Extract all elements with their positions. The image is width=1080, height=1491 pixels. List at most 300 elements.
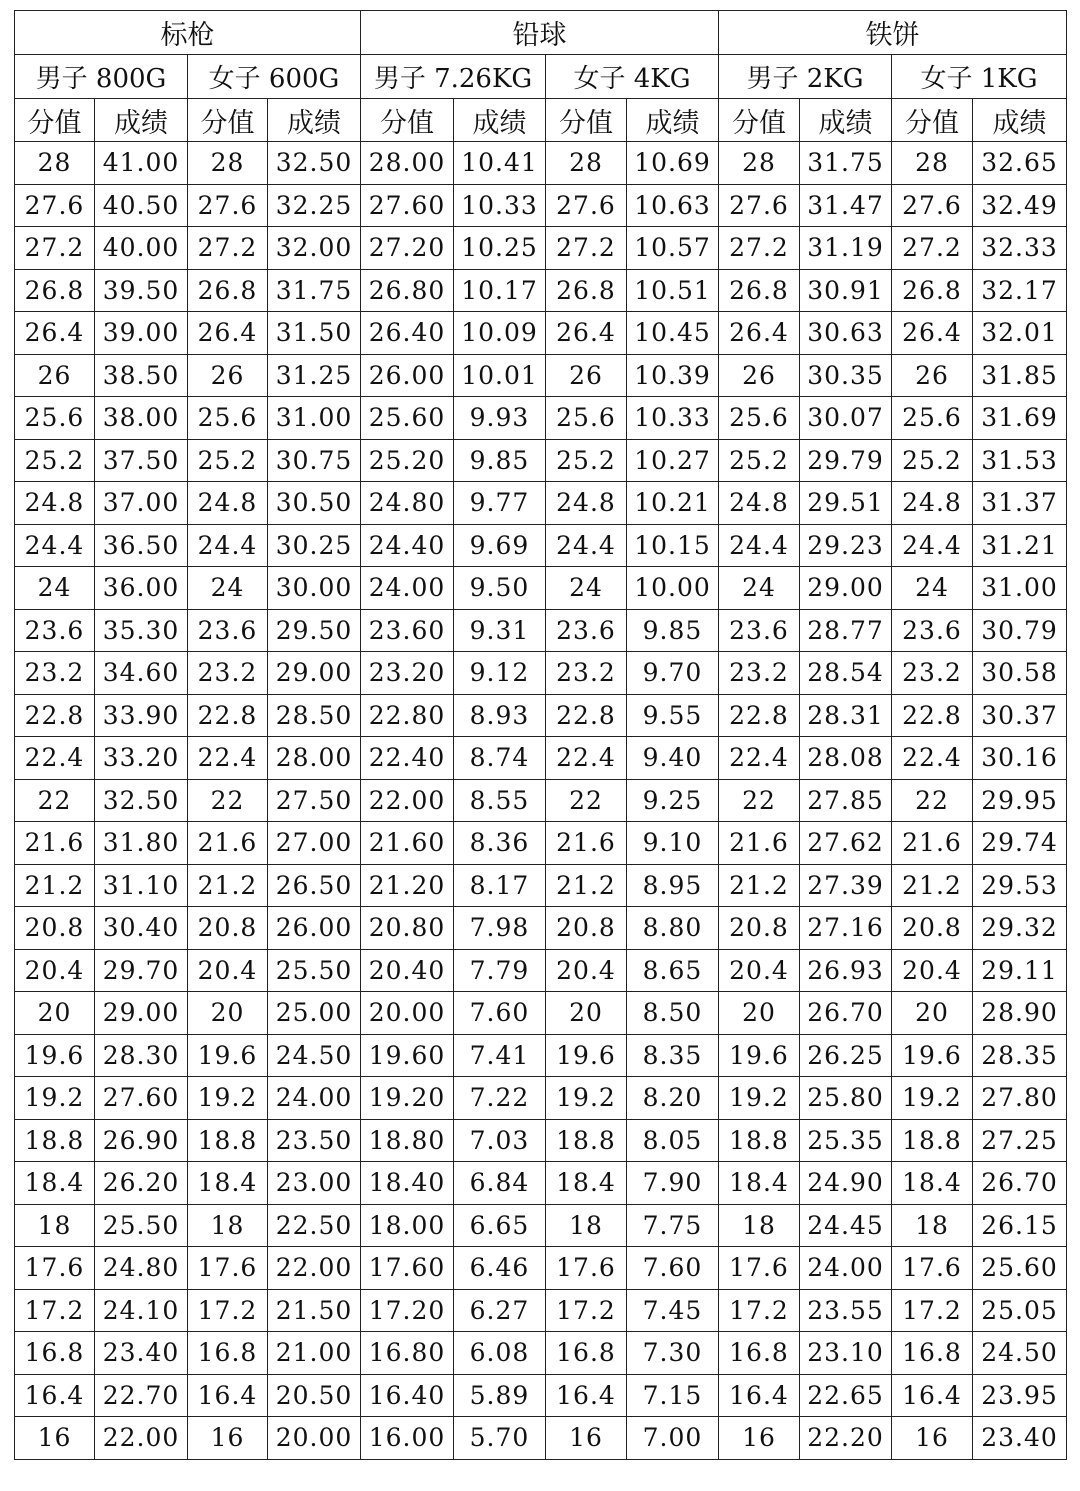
score-cell: 16.40 (361, 1374, 454, 1417)
result-cell: 7.00 (627, 1417, 719, 1460)
result-cell: 23.50 (268, 1119, 361, 1162)
event-header-row (15, 11, 1067, 55)
score-cell: 26.8 (188, 269, 268, 312)
score-cell: 21.20 (361, 864, 454, 907)
score-cell: 23.6 (546, 609, 627, 652)
score-cell: 26 (188, 354, 268, 397)
column-label-score: 分值 (188, 99, 268, 142)
result-cell: 26.20 (95, 1162, 188, 1205)
table-row (15, 949, 1067, 992)
result-cell: 7.90 (627, 1162, 719, 1205)
score-cell: 20.8 (15, 907, 95, 950)
score-cell: 27.6 (892, 184, 973, 227)
column-label-result: 成绩 (800, 99, 892, 142)
result-cell: 26.15 (973, 1204, 1067, 1247)
result-cell: 27.50 (268, 779, 361, 822)
table-row (15, 1417, 1067, 1460)
result-cell: 29.70 (95, 949, 188, 992)
table-row (15, 694, 1067, 737)
result-cell: 24.50 (973, 1332, 1067, 1375)
score-cell: 19.6 (546, 1034, 627, 1077)
score-cell: 24 (892, 567, 973, 610)
score-cell: 20.40 (361, 949, 454, 992)
score-cell: 20.4 (546, 949, 627, 992)
table-row (15, 439, 1067, 482)
column-label-result: 成绩 (454, 99, 546, 142)
score-cell: 26.00 (361, 354, 454, 397)
result-cell: 10.33 (627, 397, 719, 440)
score-cell: 19.20 (361, 1077, 454, 1120)
score-cell: 19.60 (361, 1034, 454, 1077)
score-cell: 17.6 (892, 1247, 973, 1290)
result-cell: 8.65 (627, 949, 719, 992)
table-row (15, 269, 1067, 312)
score-cell: 20.80 (361, 907, 454, 950)
result-cell: 30.79 (973, 609, 1067, 652)
result-cell: 6.08 (454, 1332, 546, 1375)
score-cell: 26.4 (719, 312, 800, 355)
score-cell: 26 (719, 354, 800, 397)
result-cell: 33.90 (95, 694, 188, 737)
score-cell: 26.8 (546, 269, 627, 312)
score-cell: 20.4 (15, 949, 95, 992)
result-cell: 8.35 (627, 1034, 719, 1077)
score-cell: 25.2 (719, 439, 800, 482)
result-cell: 7.60 (627, 1247, 719, 1290)
table-row (15, 1077, 1067, 1120)
result-cell: 7.15 (627, 1374, 719, 1417)
result-cell: 32.49 (973, 184, 1067, 227)
result-cell: 8.50 (627, 992, 719, 1035)
score-cell: 19.6 (892, 1034, 973, 1077)
throwing-score-table (14, 10, 1067, 1460)
score-cell: 18.8 (719, 1119, 800, 1162)
score-cell: 24 (719, 567, 800, 610)
column-label-result: 成绩 (95, 99, 188, 142)
table-row (15, 1162, 1067, 1205)
score-cell: 22.8 (892, 694, 973, 737)
score-cell: 19.2 (15, 1077, 95, 1120)
table-row (15, 1119, 1067, 1162)
table-row (15, 907, 1067, 950)
score-cell: 25.2 (188, 439, 268, 482)
result-cell: 30.50 (268, 482, 361, 525)
result-cell: 27.80 (973, 1077, 1067, 1120)
result-cell: 22.70 (95, 1374, 188, 1417)
score-cell: 17.2 (546, 1289, 627, 1332)
result-cell: 20.00 (268, 1417, 361, 1460)
score-cell: 20 (546, 992, 627, 1035)
score-cell: 23.6 (15, 609, 95, 652)
score-cell: 24.40 (361, 524, 454, 567)
result-cell: 35.30 (95, 609, 188, 652)
score-cell: 20.8 (719, 907, 800, 950)
score-cell: 16.4 (892, 1374, 973, 1417)
result-cell: 31.19 (800, 227, 892, 270)
result-cell: 10.41 (454, 142, 546, 185)
result-cell: 5.70 (454, 1417, 546, 1460)
table-row (15, 1289, 1067, 1332)
result-cell: 29.95 (973, 779, 1067, 822)
score-cell: 19.6 (188, 1034, 268, 1077)
table-row (15, 1034, 1067, 1077)
score-cell: 20 (188, 992, 268, 1035)
result-cell: 28.00 (268, 737, 361, 780)
result-cell: 7.60 (454, 992, 546, 1035)
score-cell: 18.8 (892, 1119, 973, 1162)
score-cell: 20.4 (892, 949, 973, 992)
table-row (15, 822, 1067, 865)
result-cell: 5.89 (454, 1374, 546, 1417)
result-cell: 7.22 (454, 1077, 546, 1120)
score-cell: 18 (188, 1204, 268, 1247)
result-cell: 24.80 (95, 1247, 188, 1290)
score-cell: 25.6 (892, 397, 973, 440)
category-header: 女子 1KG (892, 55, 1067, 99)
score-cell: 24.8 (188, 482, 268, 525)
score-cell: 17.2 (892, 1289, 973, 1332)
result-cell: 23.40 (973, 1417, 1067, 1460)
score-cell: 27.6 (15, 184, 95, 227)
score-cell: 27.6 (719, 184, 800, 227)
event-header-discus: 铁饼 (719, 11, 1067, 55)
result-cell: 26.70 (973, 1162, 1067, 1205)
result-cell: 30.58 (973, 652, 1067, 695)
score-cell: 16.4 (15, 1374, 95, 1417)
result-cell: 7.30 (627, 1332, 719, 1375)
result-cell: 31.69 (973, 397, 1067, 440)
table-row (15, 142, 1067, 185)
result-cell: 8.74 (454, 737, 546, 780)
result-cell: 10.17 (454, 269, 546, 312)
result-cell: 28.50 (268, 694, 361, 737)
score-cell: 21.2 (546, 864, 627, 907)
event-header-shot-put: 铅球 (361, 11, 719, 55)
score-cell: 24.4 (892, 524, 973, 567)
score-cell: 17.6 (719, 1247, 800, 1290)
result-cell: 26.00 (268, 907, 361, 950)
score-cell: 18.4 (188, 1162, 268, 1205)
result-cell: 29.00 (95, 992, 188, 1035)
result-cell: 9.12 (454, 652, 546, 695)
score-cell: 21.6 (188, 822, 268, 865)
category-header: 女子 600G (188, 55, 361, 99)
score-cell: 18 (546, 1204, 627, 1247)
score-cell: 19.2 (719, 1077, 800, 1120)
result-cell: 23.10 (800, 1332, 892, 1375)
result-cell: 21.50 (268, 1289, 361, 1332)
result-cell: 30.40 (95, 907, 188, 950)
score-cell: 22.8 (15, 694, 95, 737)
result-cell: 32.50 (95, 779, 188, 822)
result-cell: 9.85 (454, 439, 546, 482)
score-cell: 17.2 (15, 1289, 95, 1332)
result-cell: 22.50 (268, 1204, 361, 1247)
result-cell: 22.65 (800, 1374, 892, 1417)
result-cell: 8.93 (454, 694, 546, 737)
result-cell: 10.69 (627, 142, 719, 185)
result-cell: 8.05 (627, 1119, 719, 1162)
result-cell: 27.62 (800, 822, 892, 865)
result-cell: 24.10 (95, 1289, 188, 1332)
score-cell: 24 (546, 567, 627, 610)
result-cell: 28.77 (800, 609, 892, 652)
result-cell: 26.70 (800, 992, 892, 1035)
score-cell: 22.4 (188, 737, 268, 780)
result-cell: 31.21 (973, 524, 1067, 567)
result-cell: 8.95 (627, 864, 719, 907)
score-cell: 26.8 (892, 269, 973, 312)
score-cell: 19.2 (892, 1077, 973, 1120)
table-row (15, 1247, 1067, 1290)
result-cell: 10.21 (627, 482, 719, 525)
score-cell: 24.8 (892, 482, 973, 525)
score-cell: 26.80 (361, 269, 454, 312)
result-cell: 26.25 (800, 1034, 892, 1077)
result-cell: 27.25 (973, 1119, 1067, 1162)
result-cell: 8.20 (627, 1077, 719, 1120)
result-cell: 9.77 (454, 482, 546, 525)
result-cell: 30.37 (973, 694, 1067, 737)
score-cell: 22.40 (361, 737, 454, 780)
result-cell: 31.47 (800, 184, 892, 227)
score-cell: 17.6 (15, 1247, 95, 1290)
result-cell: 9.10 (627, 822, 719, 865)
result-cell: 26.93 (800, 949, 892, 992)
result-cell: 9.31 (454, 609, 546, 652)
result-cell: 32.65 (973, 142, 1067, 185)
score-cell: 16.4 (188, 1374, 268, 1417)
result-cell: 26.90 (95, 1119, 188, 1162)
score-cell: 23.20 (361, 652, 454, 695)
result-cell: 10.09 (454, 312, 546, 355)
score-cell: 16.8 (546, 1332, 627, 1375)
score-cell: 24.00 (361, 567, 454, 610)
score-cell: 24 (188, 567, 268, 610)
score-cell: 16.4 (719, 1374, 800, 1417)
result-cell: 23.95 (973, 1374, 1067, 1417)
result-cell: 33.20 (95, 737, 188, 780)
result-cell: 29.11 (973, 949, 1067, 992)
score-cell: 18.4 (719, 1162, 800, 1205)
result-cell: 8.36 (454, 822, 546, 865)
score-cell: 20.00 (361, 992, 454, 1035)
score-cell: 22 (188, 779, 268, 822)
result-cell: 30.16 (973, 737, 1067, 780)
result-cell: 26.50 (268, 864, 361, 907)
table-row (15, 864, 1067, 907)
result-cell: 37.00 (95, 482, 188, 525)
score-cell: 21.2 (892, 864, 973, 907)
score-cell: 18 (15, 1204, 95, 1247)
result-cell: 36.00 (95, 567, 188, 610)
result-cell: 22.20 (800, 1417, 892, 1460)
score-cell: 18 (892, 1204, 973, 1247)
score-cell: 18.80 (361, 1119, 454, 1162)
result-cell: 30.35 (800, 354, 892, 397)
score-cell: 21.6 (892, 822, 973, 865)
score-cell: 24.4 (719, 524, 800, 567)
score-cell: 22.8 (546, 694, 627, 737)
score-cell: 22.4 (719, 737, 800, 780)
result-cell: 40.50 (95, 184, 188, 227)
result-cell: 31.50 (268, 312, 361, 355)
score-cell: 25.60 (361, 397, 454, 440)
score-cell: 26.8 (15, 269, 95, 312)
score-cell: 18.8 (546, 1119, 627, 1162)
score-cell: 25.6 (15, 397, 95, 440)
result-cell: 6.65 (454, 1204, 546, 1247)
score-cell: 22.80 (361, 694, 454, 737)
score-cell: 26.4 (546, 312, 627, 355)
result-cell: 38.50 (95, 354, 188, 397)
score-cell: 18.4 (546, 1162, 627, 1205)
category-header: 女子 4KG (546, 55, 719, 99)
result-cell: 28.54 (800, 652, 892, 695)
result-cell: 10.15 (627, 524, 719, 567)
score-cell: 23.6 (719, 609, 800, 652)
score-cell: 22.00 (361, 779, 454, 822)
score-cell: 21.2 (188, 864, 268, 907)
score-cell: 16 (546, 1417, 627, 1460)
result-cell: 32.25 (268, 184, 361, 227)
score-cell: 20 (719, 992, 800, 1035)
score-cell: 21.60 (361, 822, 454, 865)
column-label-score: 分值 (15, 99, 95, 142)
result-cell: 10.27 (627, 439, 719, 482)
result-cell: 29.00 (268, 652, 361, 695)
table-row (15, 1332, 1067, 1375)
result-cell: 28.31 (800, 694, 892, 737)
result-cell: 27.60 (95, 1077, 188, 1120)
score-cell: 19.2 (188, 1077, 268, 1120)
column-label-score: 分值 (546, 99, 627, 142)
score-cell: 22.4 (892, 737, 973, 780)
score-cell: 25.6 (188, 397, 268, 440)
score-cell: 24.4 (546, 524, 627, 567)
score-cell: 17.60 (361, 1247, 454, 1290)
result-cell: 30.07 (800, 397, 892, 440)
category-header: 男子 800G (15, 55, 188, 99)
score-cell: 26 (546, 354, 627, 397)
result-cell: 9.25 (627, 779, 719, 822)
score-cell: 16.80 (361, 1332, 454, 1375)
column-label-result: 成绩 (973, 99, 1067, 142)
score-cell: 26 (892, 354, 973, 397)
score-cell: 16.8 (15, 1332, 95, 1375)
score-cell: 22.4 (546, 737, 627, 780)
result-cell: 10.01 (454, 354, 546, 397)
score-cell: 18.4 (892, 1162, 973, 1205)
score-cell: 26.4 (892, 312, 973, 355)
table-row (15, 737, 1067, 780)
score-cell: 26.4 (188, 312, 268, 355)
score-cell: 27.2 (15, 227, 95, 270)
result-cell: 22.00 (268, 1247, 361, 1290)
result-cell: 32.50 (268, 142, 361, 185)
score-cell: 16 (892, 1417, 973, 1460)
score-cell: 27.6 (188, 184, 268, 227)
result-cell: 25.35 (800, 1119, 892, 1162)
result-cell: 23.00 (268, 1162, 361, 1205)
score-cell: 21.6 (15, 822, 95, 865)
result-cell: 29.53 (973, 864, 1067, 907)
result-cell: 25.60 (973, 1247, 1067, 1290)
result-cell: 39.50 (95, 269, 188, 312)
column-label-score: 分值 (361, 99, 454, 142)
score-cell: 21.2 (15, 864, 95, 907)
category-header: 男子 2KG (719, 55, 892, 99)
score-cell: 18.8 (15, 1119, 95, 1162)
result-cell: 9.69 (454, 524, 546, 567)
table-row (15, 609, 1067, 652)
score-cell: 26.4 (15, 312, 95, 355)
result-cell: 31.85 (973, 354, 1067, 397)
score-cell: 16.00 (361, 1417, 454, 1460)
result-cell: 29.51 (800, 482, 892, 525)
score-cell: 21.6 (719, 822, 800, 865)
result-cell: 10.25 (454, 227, 546, 270)
result-cell: 36.50 (95, 524, 188, 567)
score-cell: 18.40 (361, 1162, 454, 1205)
score-cell: 22.4 (15, 737, 95, 780)
result-cell: 10.33 (454, 184, 546, 227)
result-cell: 28.30 (95, 1034, 188, 1077)
column-label-score: 分值 (892, 99, 973, 142)
table-row (15, 992, 1067, 1035)
score-cell: 23.2 (188, 652, 268, 695)
score-cell: 18 (719, 1204, 800, 1247)
score-cell: 22 (546, 779, 627, 822)
score-cell: 23.60 (361, 609, 454, 652)
score-cell: 28 (546, 142, 627, 185)
result-cell: 31.75 (268, 269, 361, 312)
score-cell: 25.2 (546, 439, 627, 482)
score-cell: 27.6 (546, 184, 627, 227)
score-cell: 17.6 (546, 1247, 627, 1290)
result-cell: 25.50 (268, 949, 361, 992)
score-cell: 16.8 (188, 1332, 268, 1375)
score-table-body (15, 142, 1067, 1460)
score-cell: 16.8 (719, 1332, 800, 1375)
score-cell: 22.8 (719, 694, 800, 737)
result-cell: 9.85 (627, 609, 719, 652)
result-cell: 22.00 (95, 1417, 188, 1460)
result-cell: 25.50 (95, 1204, 188, 1247)
result-cell: 24.90 (800, 1162, 892, 1205)
result-cell: 25.00 (268, 992, 361, 1035)
result-cell: 29.50 (268, 609, 361, 652)
table-row (15, 397, 1067, 440)
result-cell: 40.00 (95, 227, 188, 270)
score-cell: 20.4 (188, 949, 268, 992)
score-cell: 16.8 (892, 1332, 973, 1375)
result-cell: 30.75 (268, 439, 361, 482)
result-cell: 29.74 (973, 822, 1067, 865)
category-header-row (15, 55, 1067, 99)
result-cell: 27.16 (800, 907, 892, 950)
result-cell: 10.63 (627, 184, 719, 227)
score-cell: 24.8 (719, 482, 800, 525)
column-label-row (15, 99, 1067, 142)
result-cell: 24.00 (800, 1247, 892, 1290)
score-cell: 16.4 (546, 1374, 627, 1417)
score-cell: 21.2 (719, 864, 800, 907)
table-row (15, 524, 1067, 567)
score-cell: 28 (892, 142, 973, 185)
score-cell: 25.20 (361, 439, 454, 482)
table-row (15, 482, 1067, 525)
